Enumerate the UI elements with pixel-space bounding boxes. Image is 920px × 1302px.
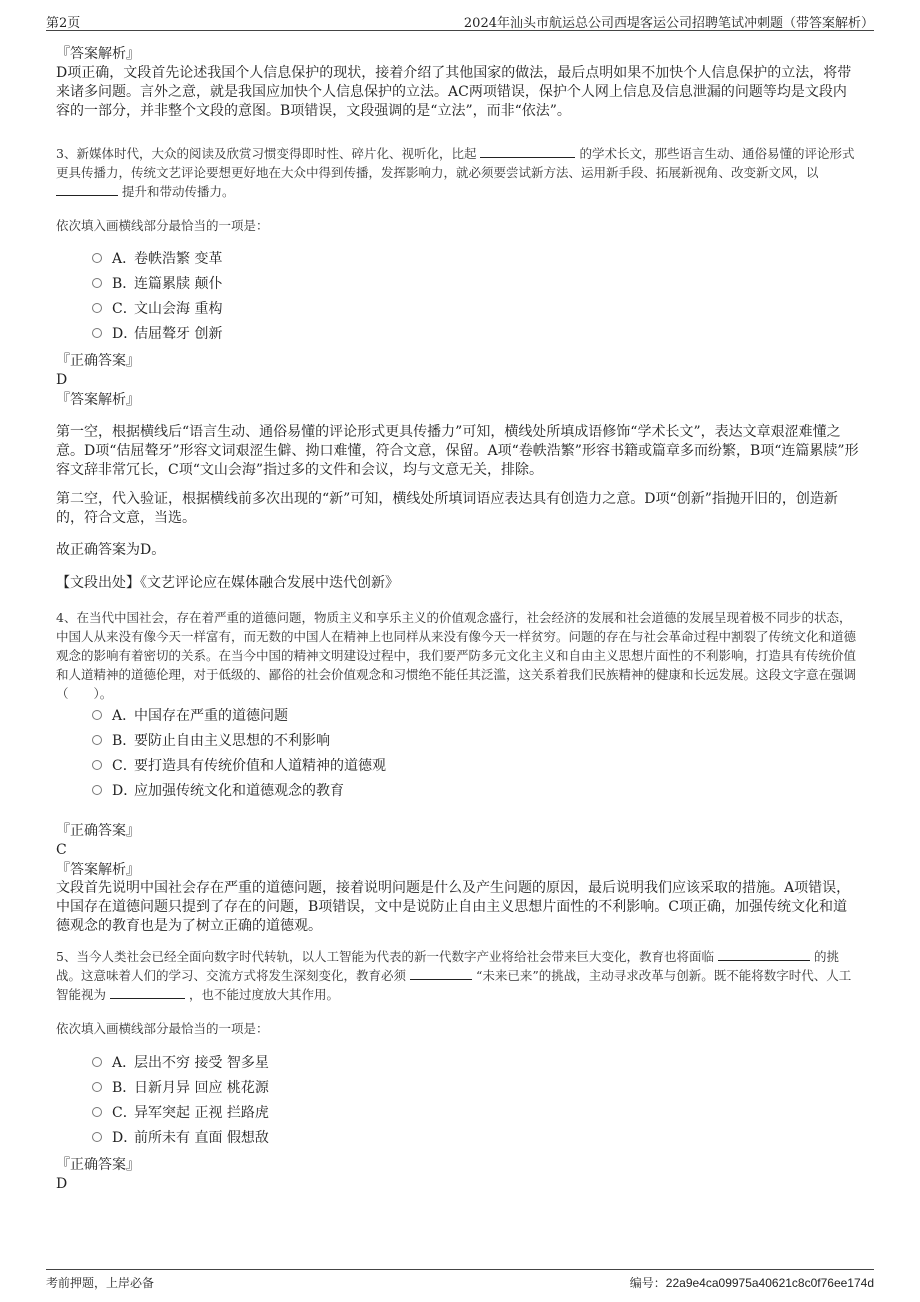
q5-stem-part4: ，也不能过度放大其作用。 <box>188 987 339 1002</box>
option-letter: B． <box>112 733 137 749</box>
q5-answer-label: 『正确答案』 <box>56 1157 140 1173</box>
radio-icon[interactable] <box>92 1057 102 1067</box>
option-text: 佶屈聱牙 创新 <box>134 326 223 342</box>
q5-stem-part1: 5、当今人类社会已经全面向数字时代转轨，以人工智能为代表的新一代数字产业将给社会带来巨大变化，教育也将面临 <box>56 949 714 964</box>
option-letter: A． <box>112 708 137 724</box>
option-text: 中国存在严重的道德问题 <box>134 708 288 724</box>
q4-analysis-text: 文段首先说明中国社会存在严重的道德问题，接着说明问题是什么及产生问题的原因，最后说明我们应该采取的措施。A项错误，中国存在道德问题只提到了存在的问题，B项错误，文中是说防止自由主义思想片面性的不利影响。C项正确，加强传统文化和道德观念的教育也是为了树立正确的道德观。 <box>56 880 851 934</box>
radio-icon[interactable] <box>92 303 102 313</box>
q3-answer-label: 『正确答案』 <box>56 353 140 369</box>
radio-icon[interactable] <box>92 735 102 745</box>
option-text: 日新月异 回应 桃花源 <box>134 1080 269 1096</box>
q5-option-a[interactable] <box>92 1052 269 1074</box>
q3-option-a[interactable] <box>92 248 222 270</box>
q3-analysis-p3: 故正确答案为D。 <box>56 542 166 558</box>
option-text: 异军突起 正视 拦路虎 <box>134 1105 269 1121</box>
q5-answer: D <box>56 1176 68 1192</box>
q3-stem-part3: 提升和带动传播力。 <box>121 184 235 199</box>
q5-blank-2 <box>410 967 472 980</box>
q4-option-a[interactable] <box>92 705 288 727</box>
option-text: 前所未有 直面 假想敌 <box>134 1130 269 1146</box>
q5-stem-part2: 的挑战。这意味着人们的学习、交流方式将发生深刻变化，教育必须 <box>56 949 839 983</box>
option-text: 层出不穷 接受 智多星 <box>134 1055 269 1071</box>
q4-option-c[interactable] <box>92 755 386 777</box>
q3-answer: D <box>56 372 68 388</box>
code-label: 编号： <box>629 1276 666 1290</box>
option-letter: C． <box>112 758 137 774</box>
option-text: 应加强传统文化和道德观念的教育 <box>134 783 344 799</box>
q4-answer-label: 『正确答案』 <box>56 823 140 839</box>
footer-slogan: 考前押题，上岸必备 <box>46 1276 155 1290</box>
q2-analysis-text: D项正确，文段首先论述我国个人信息保护的现状，接着介绍了其他国家的做法，最后点明如果不加快个人信息保护的立法，将带来诸多问题。言外之意，就是我国应加快个人信息保护的立法。AC两项错误，保护个人网上信息及信息泄漏的问题等均是文段内容的一部分，并非整个文段的意图。B项错误，文段强调的是“立法”，而非“依法”。 <box>56 65 852 119</box>
q3-analysis-p2: 第二空，代入验证，根据横线前多次出现的“新”可知，横线处所填词语应表达具有创造力之意。D项“创新”指抛开旧的，创造新的，符合文意，当选。 <box>56 491 838 526</box>
q3-blank-2 <box>56 183 118 196</box>
q3-blank-1 <box>480 145 575 158</box>
option-text: 连篇累牍 颠仆 <box>134 276 223 292</box>
radio-icon[interactable] <box>92 1132 102 1142</box>
option-text: 卷帙浩繁 变革 <box>134 251 223 267</box>
q4-analysis-label: 『答案解析』 <box>56 862 140 878</box>
q5-option-c[interactable] <box>92 1102 269 1124</box>
q3-stem-part2: 的学术长文，那些语言生动、通俗易懂的评论形式更具传播力，传统文艺评论要想更好地在大众中得到传播，发挥影响力，就必须要尝试新方法、运用新手段、拓展新视角、改变新文风，以 <box>56 146 855 180</box>
q3-source: 【文段出处】《文艺评论应在媒体融合发展中迭代创新》 <box>56 575 399 591</box>
q5-prompt: 依次填入画横线部分最恰当的一项是： <box>56 1021 269 1036</box>
page-header <box>46 8 874 31</box>
q3-stem-part1: 3、新媒体时代，大众的阅读及欣赏习惯变得即时性、碎片化、视听化，比起 <box>56 146 477 161</box>
q5-blank-1 <box>718 948 810 961</box>
option-letter: A． <box>112 251 137 267</box>
q3-option-d[interactable] <box>92 323 222 345</box>
q4-option-b[interactable] <box>92 730 330 752</box>
option-text: 要防止自由主义思想的不利影响 <box>134 733 330 749</box>
document-title: 2024年汕头市航运总公司西堤客运公司招聘笔试冲刺题（带答案解析） <box>463 16 874 31</box>
code-value: 22a9e4ca09975a40621c8c0f76ee174d <box>665 1276 874 1290</box>
q3-analysis-label: 『答案解析』 <box>56 392 140 408</box>
page-footer <box>46 1269 874 1292</box>
q4-stem: 4、在当代中国社会，存在着严重的道德问题，物质主义和享乐主义的价值观念盛行，社会经济的发展和社会道德的发展呈现着极不同步的状态，中国人从来没有像今天一样富有，而无数的中国人在精神上也同样从来没有像今天一样贫穷。问题的存在与社会革命过程中割裂了传统文化和道德观念的影响有着密切的关系。在当今中国的精神文明建设过程中，我们要严防多元文化主义和自由主义思想片面性的不利影响，打造具有传统价值和人道精神的道德伦理，对于低级的、鄙俗的社会价值观念和习惯绝不能任其泛滥，这关系着我们民族精神的健康和长远发展。这段文字意在强调（ ）。 <box>56 610 857 701</box>
radio-icon[interactable] <box>92 1107 102 1117</box>
option-letter: D． <box>112 1130 138 1146</box>
q4-option-d[interactable] <box>92 780 344 802</box>
document-code <box>630 1274 874 1291</box>
q3-option-c[interactable] <box>92 298 222 320</box>
radio-icon[interactable] <box>92 328 102 338</box>
radio-icon[interactable] <box>92 710 102 720</box>
radio-icon[interactable] <box>92 760 102 770</box>
option-text: 要打造具有传统价值和人道精神的道德观 <box>134 758 386 774</box>
q5-stem <box>56 947 860 1004</box>
q3-stem <box>56 144 860 201</box>
option-letter: D． <box>112 326 138 342</box>
q3-prompt: 依次填入画横线部分最恰当的一项是： <box>56 218 269 233</box>
q2-analysis-label: 『答案解析』 <box>56 46 140 62</box>
q4-answer: C <box>56 842 67 858</box>
radio-icon[interactable] <box>92 785 102 795</box>
q5-option-d[interactable] <box>92 1127 269 1149</box>
radio-icon[interactable] <box>92 253 102 263</box>
option-letter: D． <box>112 783 138 799</box>
page-number: 第2页 <box>46 16 81 31</box>
q3-analysis-p1: 第一空，根据横线后“语言生动、通俗易懂的评论形式更具传播力”可知，横线处所填成语修饰“学术长文”，表达文章艰涩难懂之意。D项“佶屈聱牙”形容文词艰涩生僻、拗口难懂，符合文意，保留。A项“卷帙浩繁”形容书籍或篇章多而纷繁，B项“连篇累牍”形容文辞非常冗长，C项“文山会海”指过多的文件和会议，均与文意无关，排除。 <box>56 424 859 478</box>
q5-blank-3 <box>110 986 185 999</box>
radio-icon[interactable] <box>92 1082 102 1092</box>
q5-stem-part3: “未来已来”的挑战，主动寻求改革与创新。既不能将数字时代、人工智能视为 <box>56 968 852 1002</box>
option-letter: B． <box>112 276 137 292</box>
option-text: 文山会海 重构 <box>134 301 223 317</box>
radio-icon[interactable] <box>92 278 102 288</box>
q5-option-b[interactable] <box>92 1077 269 1099</box>
q3-option-b[interactable] <box>92 273 222 295</box>
option-letter: B． <box>112 1080 137 1096</box>
option-letter: C． <box>112 1105 137 1121</box>
option-letter: A． <box>112 1055 137 1071</box>
option-letter: C． <box>112 301 137 317</box>
